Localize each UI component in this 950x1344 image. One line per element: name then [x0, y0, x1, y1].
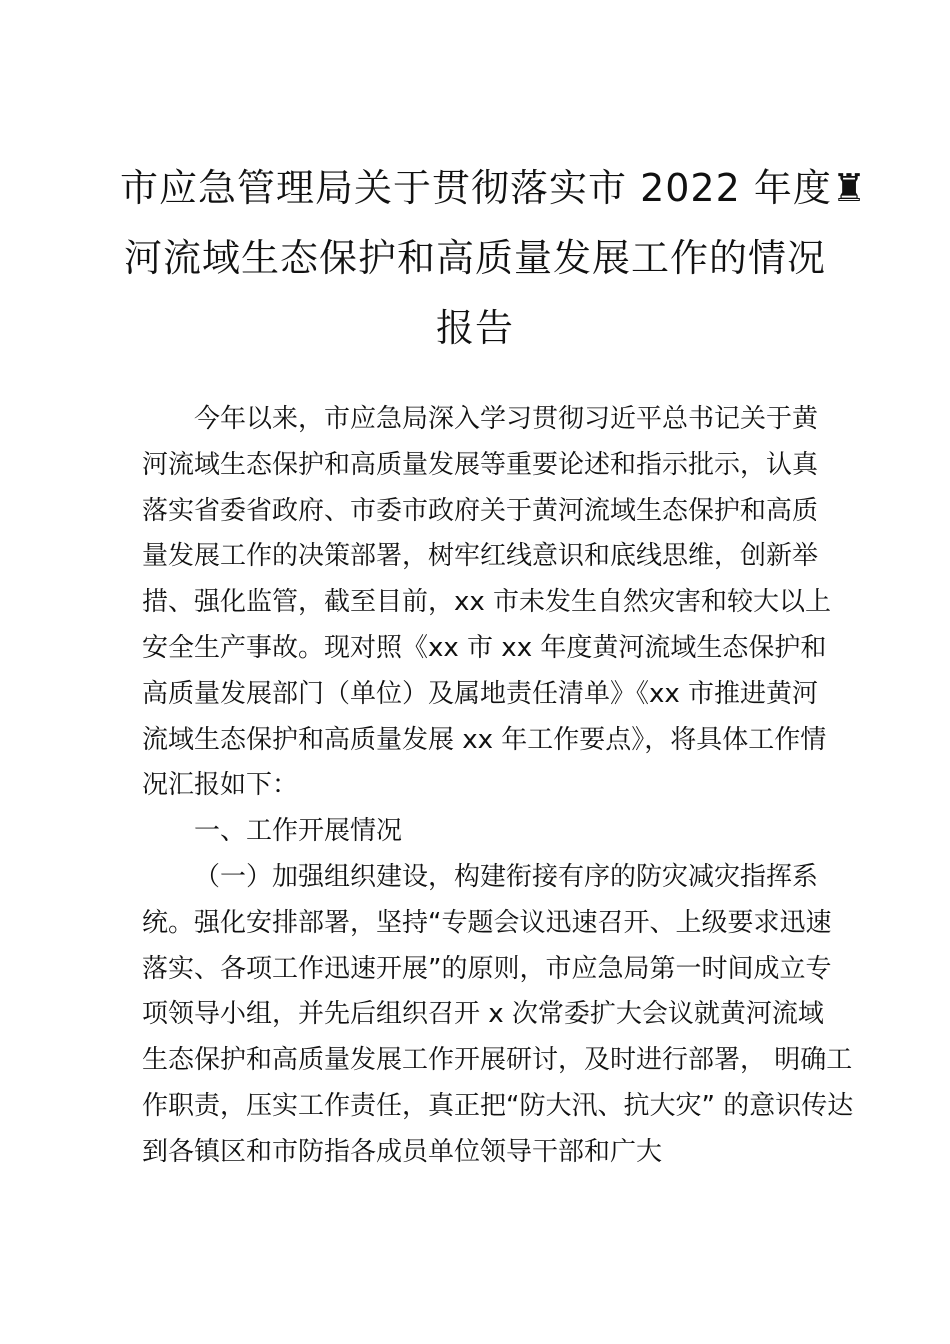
paragraph-line: 量发展工作的决策部署，树牢红线意识和底线思维，创新举 — [142, 541, 819, 572]
paragraph-line: 安全生产事故。现对照《xx 市 xx 年度黄河流域生态保护和 — [142, 632, 827, 663]
title-line: 市应急管理局关于贯彻落实市 2022 年度♜ — [120, 166, 867, 210]
paragraph-line: 措、强化监管，截至目前，xx 市未发生自然灾害和较大以上 — [142, 587, 832, 618]
paragraph-line: 作职责，压实工作责任，真正把“防大汛、抗大灾” 的意识传达 — [142, 1090, 854, 1121]
paragraph-line: 况汇报如下： — [142, 770, 299, 801]
paragraph-line: 流域生态保护和高质量发展 xx 年工作要点》，将具体工作情 — [142, 724, 827, 755]
title-line: 河流域生态保护和高质量发展工作的情况 — [123, 236, 826, 280]
paragraph-line: 落实省委省政府、市委市政府关于黄河流域生态保护和高质 — [142, 495, 819, 526]
subsection-heading-line: （一）加强组织建设，构建衔接有序的防灾减灾指挥系 — [194, 861, 819, 892]
paragraph-line: 项领导小组，并先后组织召开 x 次常委扩大会议就黄河流域 — [142, 999, 824, 1030]
paragraph-line: 高质量发展部门（单位）及属地责任清单》《xx 市推进黄河 — [142, 678, 819, 709]
paragraph-line: 到各镇区和市防指各成员单位领导干部和广大 — [142, 1136, 663, 1167]
paragraph-line: 生态保护和高质量发展工作开展研讨，及时进行部署， 明确工 — [142, 1045, 853, 1076]
document-body — [142, 397, 854, 1176]
document-title — [120, 153, 867, 363]
paragraph-line: 今年以来，市应急局深入学习贯彻习近平总书记关于黄 — [194, 404, 819, 434]
title-line: 报告 — [435, 306, 514, 350]
paragraph-line: 统。强化安排部署，坚持“专题会议迅速召开、上级要求迅速 — [142, 907, 832, 938]
paragraph-line: 河流域生态保护和高质量发展等重要论述和指示批示，认真 — [142, 449, 819, 480]
section-heading: 一、工作开展情况 — [194, 816, 403, 847]
paragraph-line: 落实、各项工作迅速开展”的原则，市应急局第一时间成立专 — [142, 953, 832, 984]
